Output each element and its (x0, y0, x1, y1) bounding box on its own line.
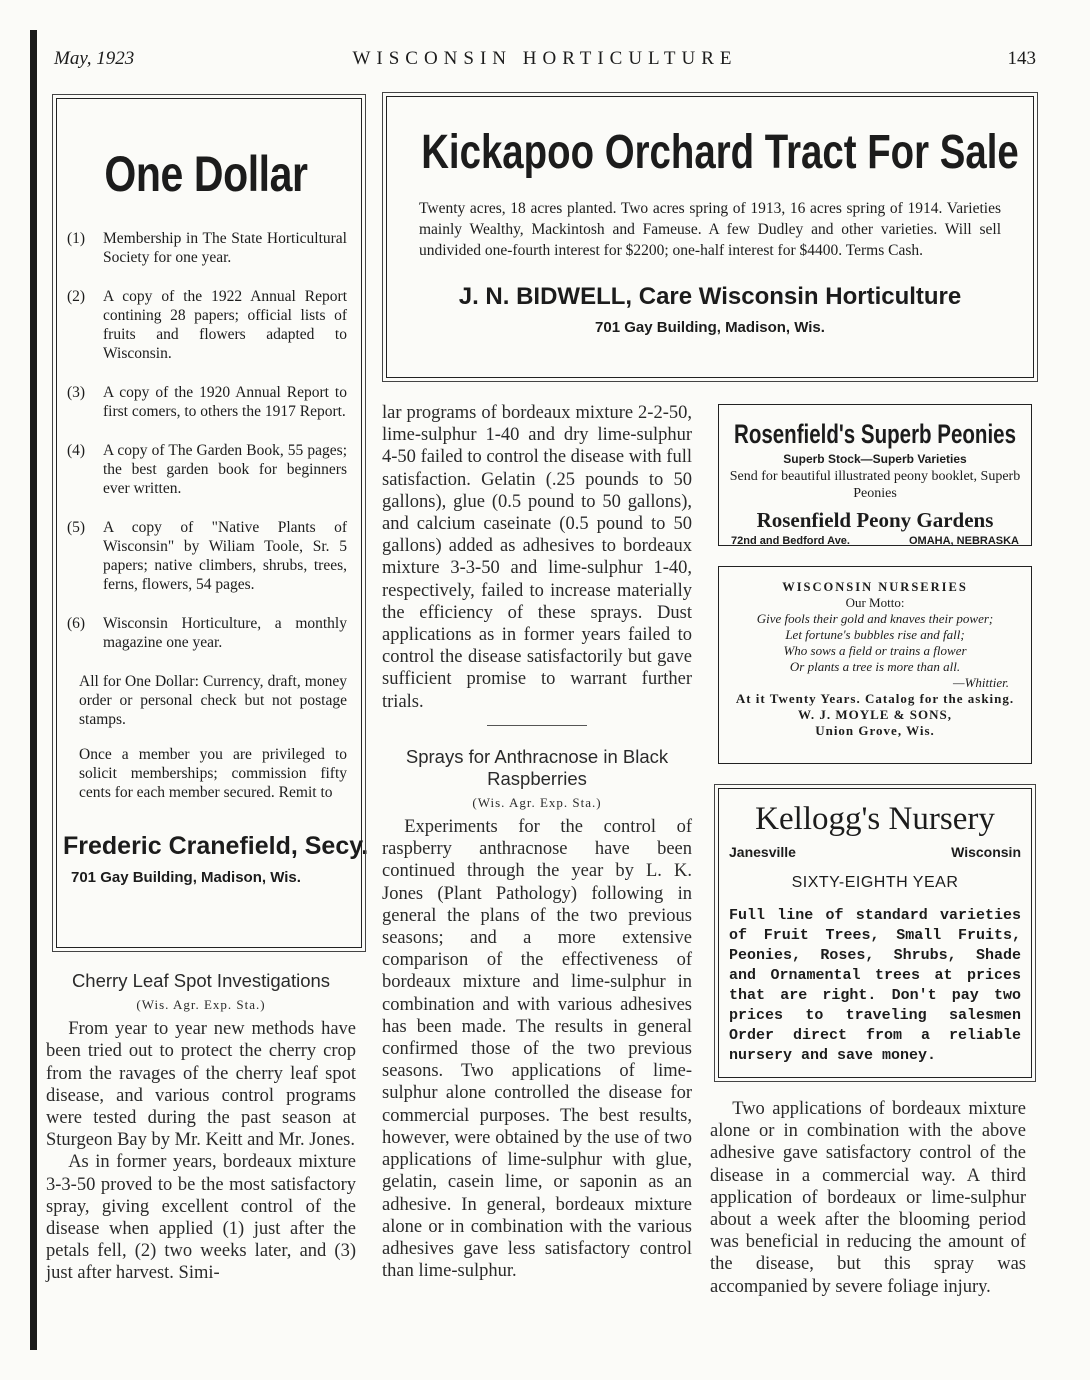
membership-item: (2) A copy of the 1922 Annual Report contining 28 papers; official lists of fruits and flowers adapted to Wisconsin. (67, 288, 347, 362)
kellogg-body: Full line of standard varieties of Fruit Trees, Small Fruits, Peonies, Roses, Shrubs, Shade and Ornamental trees at prices that are right. Don't pay two prices to traveling salesmen Order direct from a reliable nursery and save money. (729, 907, 1021, 1064)
rosenfield-street: 72nd and Bedford Ave. (731, 535, 850, 547)
nurseries-motto-line: Or plants a tree is more than all. (789, 659, 961, 674)
journal-title: WISCONSIN HORTICULTURE (352, 48, 738, 69)
cherry-continuation: lar programs of bordeaux mixture 2-2-50, lime-sulphur 1-40 and dry lime-sulphur 4-50 failed to control the disease with full satisfaction. Gelatin (.25 pounds to 50 gallons), glue (0.5 pound to 50 gallons), and calcium caseinate (0.5 pound to 50 gallons) added as adhesives to bordeaux mixture 3-3-50 and lime-sulphur 1-40, respectively, failed to increase materially the efficiency of these sprays. Dust applications as in former years failed to control the disease satisfactorily but gave sufficient promise to warrant further trials. (382, 403, 692, 712)
rosenfield-gardens: Rosenfield Peony Gardens (756, 508, 994, 532)
cherry-article-title: Cherry Leaf Spot Investigations (71, 970, 331, 991)
kickapoo-contact: J. N. BIDWELL, Care Wisconsin Horticulture (458, 283, 962, 310)
kellogg-year: SIXTY-EIGHTH YEAR (791, 874, 959, 891)
kellogg-state: Wisconsin (951, 844, 1021, 860)
raspberry-continuation: Two applications of bordeaux mixture alone or in combination with the above adhesive gave satisfactory control of the disease in a commercial way. A third application of bordeaux or lime-sulphur about a week after the blooming period was beneficial in reducing the amount of the disease, but this spray was accompanied by severe foliage injury. (710, 1099, 1026, 1297)
membership-ad (56, 98, 369, 948)
nurseries-firm: W. J. MOYLE & SONS, (798, 707, 952, 722)
kickapoo-title: Kickapoo Orchard Tract For Sale (421, 126, 1019, 179)
kellogg-title: Kellogg's Nursery (755, 801, 995, 837)
raspberry-article-byline: (Wis. Agr. Exp. Sta.) (472, 794, 602, 810)
membership-item: (5) A copy of "Native Plants of Wisconsin" by Wiliam Toole, Sr. 5 papers; native climbers, shrubs, trees, ferns, flowers, 54 pages. (67, 519, 347, 593)
nurseries-town: Union Grove, Wis. (815, 723, 935, 738)
membership-item: (3) A copy of the 1920 Annual Report to first comers, to others the 1917 Report. (67, 384, 347, 420)
rosenfield-location (725, 533, 1025, 547)
page-binding-edge (30, 30, 37, 1350)
cherry-paragraph: From year to year new methods have been tried out to protect the cherry crop from the ravages of the cherry leaf spot disease, and various control programs were tested during the past season at Sturgeon Bay by Mr. Keitt and Mr. Jones. (46, 1019, 356, 1151)
right-column-article (710, 1098, 1026, 1298)
nurseries-motto-line: Let fortune's bubbles rise and fall; (785, 627, 965, 642)
membership-ad-title: One Dollar (104, 146, 308, 202)
nurseries-ad (718, 566, 1032, 764)
nurseries-title: WISCONSIN NURSERIES (782, 580, 968, 594)
nurseries-motto-line: Give fools their gold and knaves their power; (756, 611, 994, 626)
nurseries-motto-line: Who sows a field or trains a flower (783, 643, 967, 658)
middle-column (382, 402, 692, 1282)
rosenfield-title: Rosenfield's Superb Peonies (734, 419, 1016, 449)
rosenfield-desc: Send for beautiful illustrated peony booklet, Superb Peonies (729, 469, 1021, 501)
kellogg-cities (729, 844, 1021, 860)
rosenfield-city: OMAHA, NEBRASKA (909, 535, 1019, 547)
cherry-paragraph: As in former years, bordeaux mixture 3-3-50 proved to be the most satisfactory spray, giving excellent control of the disease when applied (1) just after the petals fell, (2) two weeks later, and (3) just after harvest. Simi- (46, 1152, 356, 1284)
secretary-name: Frederic Cranefield, Secy. (63, 832, 369, 860)
kickapoo-body: Twenty acres, 18 acres planted. Two acres spring of 1913, 16 acres spring of 1914. Varieties mainly Wealthy, Mackintosh and Fameuse. A few Dudley and other varieties. Will sell undivided one-fourth interest for $2200; one-half interest for $4400. Terms Cash. (419, 200, 1001, 259)
issue-date: May, 1923 (54, 48, 135, 69)
kellogg-city: Janesville (729, 844, 796, 860)
kellogg-ad (718, 788, 1032, 1078)
membership-note: Once a member you are privileged to solicit memberships; commission fifty cents for each member secured. Remit to (79, 746, 347, 801)
kickapoo-ad (386, 96, 1034, 378)
kickapoo-address: 701 Gay Building, Madison, Wis. (595, 319, 825, 336)
membership-item: (4) A copy of The Garden Book, 55 pages; the best garden book for beginners ever written. (67, 442, 347, 497)
membership-item: (1) Membership in The State Horticultural Society for one year. (67, 230, 347, 266)
page-number: 143 (1007, 48, 1036, 69)
nurseries-motto-label: Our Motto: (845, 595, 905, 610)
article-divider (487, 725, 587, 726)
cherry-article-byline: (Wis. Agr. Exp. Sta.) (136, 997, 266, 1012)
cherry-article (46, 970, 356, 1285)
raspberry-paragraph: Experiments for the control of raspberry anthracnose have been continued through the year by L. K. Jones (Plant Pathology) following in general the plans of the two previous seasons; and a more extensive comparison of the effectiveness of bordeaux mixture and lime-sulphur in combination and with various adhesives has been made. The results in general confirmed those of the two previous seasons. Two applications of lime-sulphur alone controlled the disease for commercial purposes. The best results, however, were obtained by the use of two applications of lime-sulphur with glue, gelatin, casein lime, or saponin as an adhesive. In general, bordeaux mixture alone or in combination with the various adhesives gave less satisfactory control than lime-sulphur. (382, 817, 692, 1282)
rosenfield-ad (718, 404, 1032, 546)
nurseries-motto-author: —Whittier. (953, 675, 1009, 690)
rosenfield-subtitle: Superb Stock—Superb Varieties (783, 452, 967, 466)
nurseries-catalog: At it Twenty Years. Catalog for the asking. (735, 691, 1015, 706)
membership-item: (6) Wisconsin Horticulture, a monthly magazine one year. (67, 615, 347, 651)
secretary-address: 701 Gay Building, Madison, Wis. (71, 869, 301, 886)
running-header (50, 46, 1040, 76)
raspberry-article-title: Sprays for Anthracnose in Black Raspberries (405, 745, 669, 789)
membership-all-for: All for One Dollar: Currency, draft, money order or personal check but not postage stamps. (79, 673, 347, 728)
